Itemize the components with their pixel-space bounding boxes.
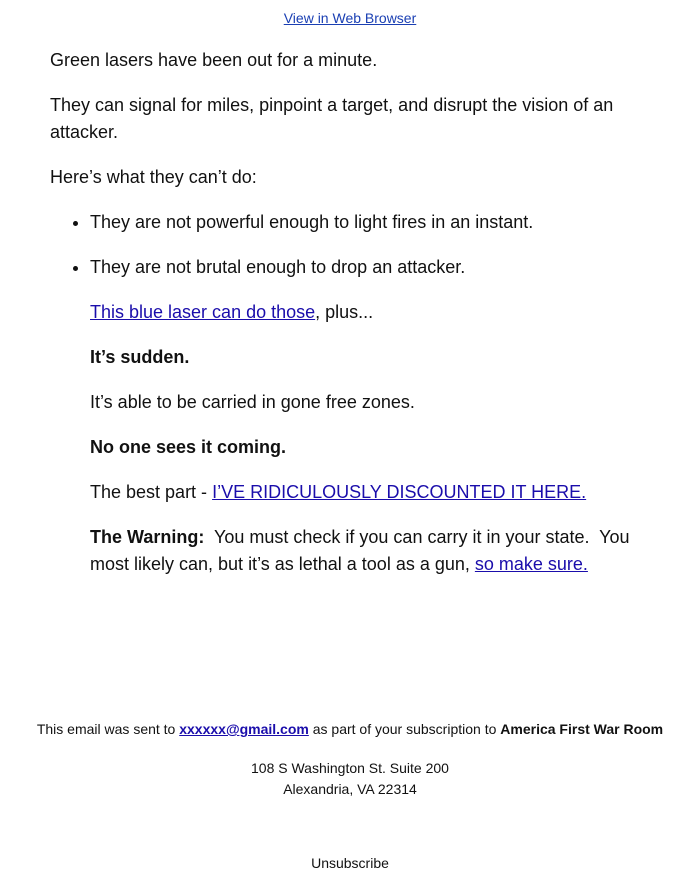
organization-name: America First War Room	[500, 721, 664, 737]
sent-prefix: This email was sent to	[36, 721, 180, 737]
view-in-browser-bar	[0, 10, 700, 26]
list-item: • They are not brutal enough to drop an attacker.	[90, 254, 650, 281]
make-sure-link[interactable]: so make sure.	[474, 554, 588, 574]
sudden-paragraph: It’s sudden.	[90, 347, 190, 367]
unsubscribe-bar	[0, 853, 700, 874]
address-line-1: 108 S Washington St. Suite 200	[251, 760, 449, 776]
email-body	[50, 47, 650, 596]
subscription-notice	[0, 719, 700, 740]
blue-laser-paragraph	[90, 299, 650, 326]
no-one-paragraph: No one sees it coming.	[90, 437, 287, 457]
list-item: • They are not powerful enough to light fires in an instant.	[90, 209, 650, 236]
address-line-2: Alexandria, VA 22314	[283, 781, 417, 797]
cant-do-heading: Here’s what they can’t do:	[50, 167, 257, 187]
blue-laser-link[interactable]: This blue laser can do those	[90, 302, 316, 322]
warning-paragraph	[90, 524, 650, 578]
best-part-paragraph	[90, 479, 650, 506]
view-in-browser-link[interactable]: View in Web Browser	[283, 10, 417, 26]
unsubscribe-link[interactable]: Unsubscribe	[311, 855, 389, 871]
warning-label: The Warning:	[90, 527, 205, 547]
sent-middle: as part of your subscription to	[308, 721, 501, 737]
email-address-link[interactable]: xxxxxx@gmail.com	[179, 721, 309, 737]
limitations-list	[50, 209, 650, 281]
discount-link[interactable]: I’VE RIDICULOUSLY DISCOUNTED IT HERE.	[212, 482, 587, 502]
indented-section	[50, 299, 650, 578]
capabilities-paragraph: They can signal for miles, pinpoint a target, and disrupt the vision of an attacker.	[50, 95, 614, 142]
warning-text: You must check if you can carry it in your state. You most likely can, but it’s as lethal a tool as a gun,	[90, 527, 635, 574]
intro-paragraph: Green lasers have been out for a minute.	[50, 50, 378, 70]
carry-paragraph: It’s able to be carried in gone free zones.	[90, 392, 415, 412]
blue-laser-suffix: , plus...	[315, 302, 374, 322]
mailing-address	[0, 758, 700, 800]
best-part-prefix: The best part -	[90, 482, 213, 502]
